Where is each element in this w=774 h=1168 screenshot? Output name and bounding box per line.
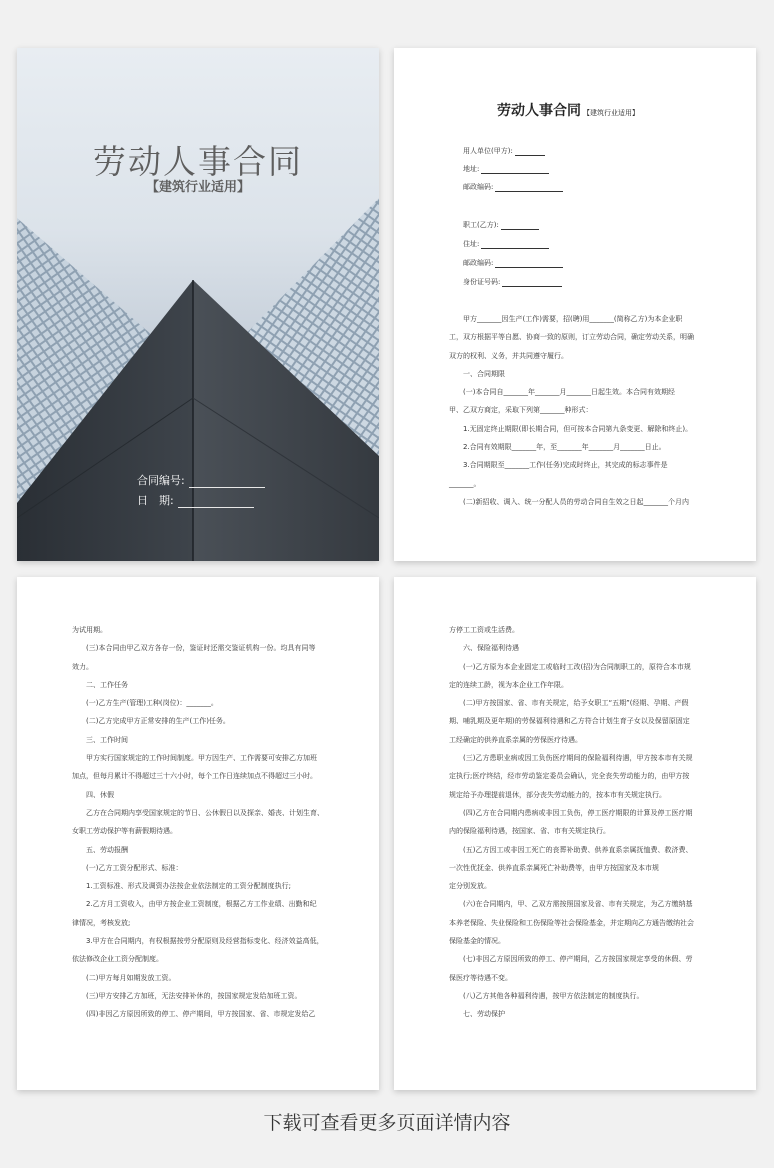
section-heading: 五、劳动报酬 xyxy=(86,845,128,854)
section-heading: 一、合同期限 xyxy=(463,369,505,378)
field-label: 用人单位(甲方): xyxy=(463,147,513,155)
text-line: 2.合同有效期限_______年，至_______年_______月_______日止。 xyxy=(463,443,666,452)
text-line: (一)乙方工资分配形式、标准： xyxy=(86,863,183,872)
text-line: (二)新招收、调入、统一分配人员的劳动合同自生效之日起_______个月内 xyxy=(463,497,689,506)
text-line: 女职工劳动保护等有薪假期待遇。 xyxy=(72,827,177,836)
text-line: (四)非因乙方原因所致的停工、停产期间，甲方按国家、省、市规定发给乙 xyxy=(86,1010,316,1019)
party-b-row xyxy=(463,277,562,287)
text-line: 3.甲方在合同期内，有权根据按劳分配原则及经营指标变化、经济效益高低， xyxy=(86,937,324,946)
field-label: 身份证号码: xyxy=(463,278,501,286)
text-line: (三)乙方患职业病或因工负伤医疗期间的保险福利待遇，甲方按本市有关规 xyxy=(463,754,693,763)
text-line: 乙方在合同期内享受国家规定的节日、公休假日以及探亲、婚丧、计划生育、 xyxy=(86,808,324,817)
document-title xyxy=(497,100,639,120)
text-line: (二)甲方每月如期发放工资。 xyxy=(86,973,176,982)
text-line: 效力。 xyxy=(72,662,93,671)
party-a-row xyxy=(463,146,545,156)
text-line: (一)乙方生产(管理)工种(岗位)：_______。 xyxy=(86,699,218,708)
text-line: (三)本合同由甲乙双方各存一份，鉴证时还需交鉴证机构一份。均具有同等 xyxy=(86,644,316,653)
text-line: 为试用期。 xyxy=(72,626,107,634)
party-b-row xyxy=(463,258,563,268)
field-label: 住址: xyxy=(463,240,480,248)
text-line: (二)甲方按国家、省、市有关规定，给予女职工“五期”(经期、孕期、产假 xyxy=(463,699,689,708)
contract-number-line xyxy=(189,478,265,488)
section-heading: 二、工作任务 xyxy=(86,680,128,689)
text-line: 定分别发放。 xyxy=(449,882,491,891)
download-more-notice: 下载可查看更多页面详情内容 xyxy=(263,1112,511,1134)
section-heading: 七、劳动保护 xyxy=(463,1010,505,1019)
text-line: 一次性优抚金、供养直系亲属死亡补助费等，由甲方按国家及本市规 xyxy=(449,863,659,872)
text-line: 规定给予办理提前退休，部分丧失劳动能力的，按本市有关规定执行。 xyxy=(449,790,666,799)
field-label: 地址: xyxy=(463,165,480,173)
text-line: 方停工工资或生活费。 xyxy=(449,626,519,634)
text-line: 2.乙方月工资收入，由甲方按企业工资制度，根据乙方工作业绩、出勤和纪 xyxy=(86,900,317,909)
field-blank-line xyxy=(502,279,562,287)
text-line: 工经确定的供养直系亲属的劳保医疗待遇。 xyxy=(449,735,582,744)
date-line xyxy=(178,498,254,508)
text-line: 保医疗等待遇不变。 xyxy=(449,973,512,982)
text-line: 1.工资标准、形式及调资办法按企业依法制定的工资分配制度执行; xyxy=(86,882,292,891)
page-2[interactable] xyxy=(17,577,379,1090)
text-line: (八)乙方其他各种福利待遇，按甲方依法制定的制度执行。 xyxy=(463,991,644,1000)
text-line: 甲方实行国家规定的工作时间制度。甲方因生产、工作需要可安排乙方加班 xyxy=(86,754,317,763)
text-line: 3.合同期限至_______工作(任务)完成时终止，其完成的标志事件是 xyxy=(463,461,668,470)
text-line: 甲、乙双方商定，采取下列第_______种形式： xyxy=(449,406,593,415)
cover-page[interactable] xyxy=(17,48,379,561)
date-field xyxy=(137,492,254,508)
cover-title: 劳动人事合同 xyxy=(93,142,303,181)
contract-number-label: 合同编号: xyxy=(137,474,185,487)
text-line: (六)在合同期内，甲、乙双方需按照国家及省、市有关规定，为乙方缴纳基 xyxy=(463,900,693,909)
page-1[interactable] xyxy=(394,48,756,561)
text-line: (二)乙方完成甲方正常安排的生产(工作)任务。 xyxy=(86,717,230,726)
party-b-row xyxy=(463,220,539,230)
text-line: (五)乙方因工或非因工死亡的丧葬补助费、供养直系亲属抚恤费、救济费、 xyxy=(463,845,693,854)
text-line: 定的连续工龄，视为本企业工作年限。 xyxy=(449,680,568,689)
document-title-suffix: 【建筑行业适用】 xyxy=(583,109,639,117)
party-a-row xyxy=(463,182,563,192)
text-line: 工，双方根据平等自愿、协商一致的原则，订立劳动合同，确定劳动关系，明确 xyxy=(449,333,694,342)
section-heading: 三、工作时间 xyxy=(86,735,128,744)
text-line: 依法修改企业工资分配制度。 xyxy=(72,955,163,964)
cover-subtitle: 【建筑行业适用】 xyxy=(145,180,250,195)
text-line: 1.无固定终止期限(即长期合同，但可按本合同第九条变更、解除和终止)。 xyxy=(463,424,693,433)
text-line: 加点，但每月累计不得超过三十六小时，每个工作日连续加点不得超过三小时。 xyxy=(72,772,317,781)
field-blank-line xyxy=(495,260,563,268)
field-blank-line xyxy=(495,184,563,192)
field-blank-line xyxy=(481,241,549,249)
field-blank-line xyxy=(501,222,539,230)
field-blank-line xyxy=(515,148,545,156)
text-line: (七)非因乙方原因所致的停工、停产期间，乙方按国家规定享受的休假、劳 xyxy=(463,955,693,964)
text-line: 本养老保险、失业保险和工伤保险等社会保险基金，并定期向乙方通告缴纳社会 xyxy=(449,918,694,927)
text-line: _______。 xyxy=(449,479,481,488)
text-line: 内的保险福利待遇，按国家、省、市有关规定执行。 xyxy=(449,827,610,836)
contract-body xyxy=(449,310,694,511)
text-line: (四)乙方在合同期内患病或非因工负伤，停工医疗期限的计算及停工医疗期 xyxy=(463,808,693,817)
field-blank-line xyxy=(481,166,549,174)
text-line: (三)甲方安排乙方加班，无法安排补休的，按国家规定发给加班工资。 xyxy=(86,991,302,1000)
contract-body xyxy=(449,621,694,1024)
text-line: (一)乙方原为本企业固定工或临时工改(招)为合同制职工的，原符合本市规 xyxy=(463,662,691,671)
section-heading: 六、保险福利待遇 xyxy=(463,644,519,653)
text-line: 律情况，考核发放; xyxy=(72,918,131,927)
contract-body xyxy=(72,621,324,1024)
text-line: 期、哺乳期及更年期)的劳保福利待遇和乙方符合计划生育子女以及保留原固定 xyxy=(449,717,690,726)
party-a-row xyxy=(463,164,549,174)
text-line: 保险基金的情况。 xyxy=(449,937,505,946)
field-label: 邮政编码: xyxy=(463,183,494,191)
text-line: 甲方_______因生产(工作)需要，招(聘)用_______(简称乙方)为本企业职 xyxy=(463,315,683,323)
party-b-row xyxy=(463,239,549,249)
field-label: 邮政编码: xyxy=(463,259,494,267)
page-3[interactable] xyxy=(394,577,756,1090)
field-label: 职工(乙方): xyxy=(463,221,499,229)
text-line: (一)本合同自_______年_______月_______日起生效。本合同有效期经 xyxy=(463,388,675,397)
date-label: 日 期: xyxy=(137,494,174,507)
text-line: 双方的权利、义务，并共同遵守履行。 xyxy=(449,351,568,360)
text-line: 定执行;医疗终结，经市劳动鉴定委员会确认，完全丧失劳动能力的，由甲方按 xyxy=(449,772,690,781)
section-heading: 四、休假 xyxy=(86,790,114,799)
document-title-text: 劳动人事合同 xyxy=(497,103,581,119)
contract-number-field xyxy=(137,472,265,488)
